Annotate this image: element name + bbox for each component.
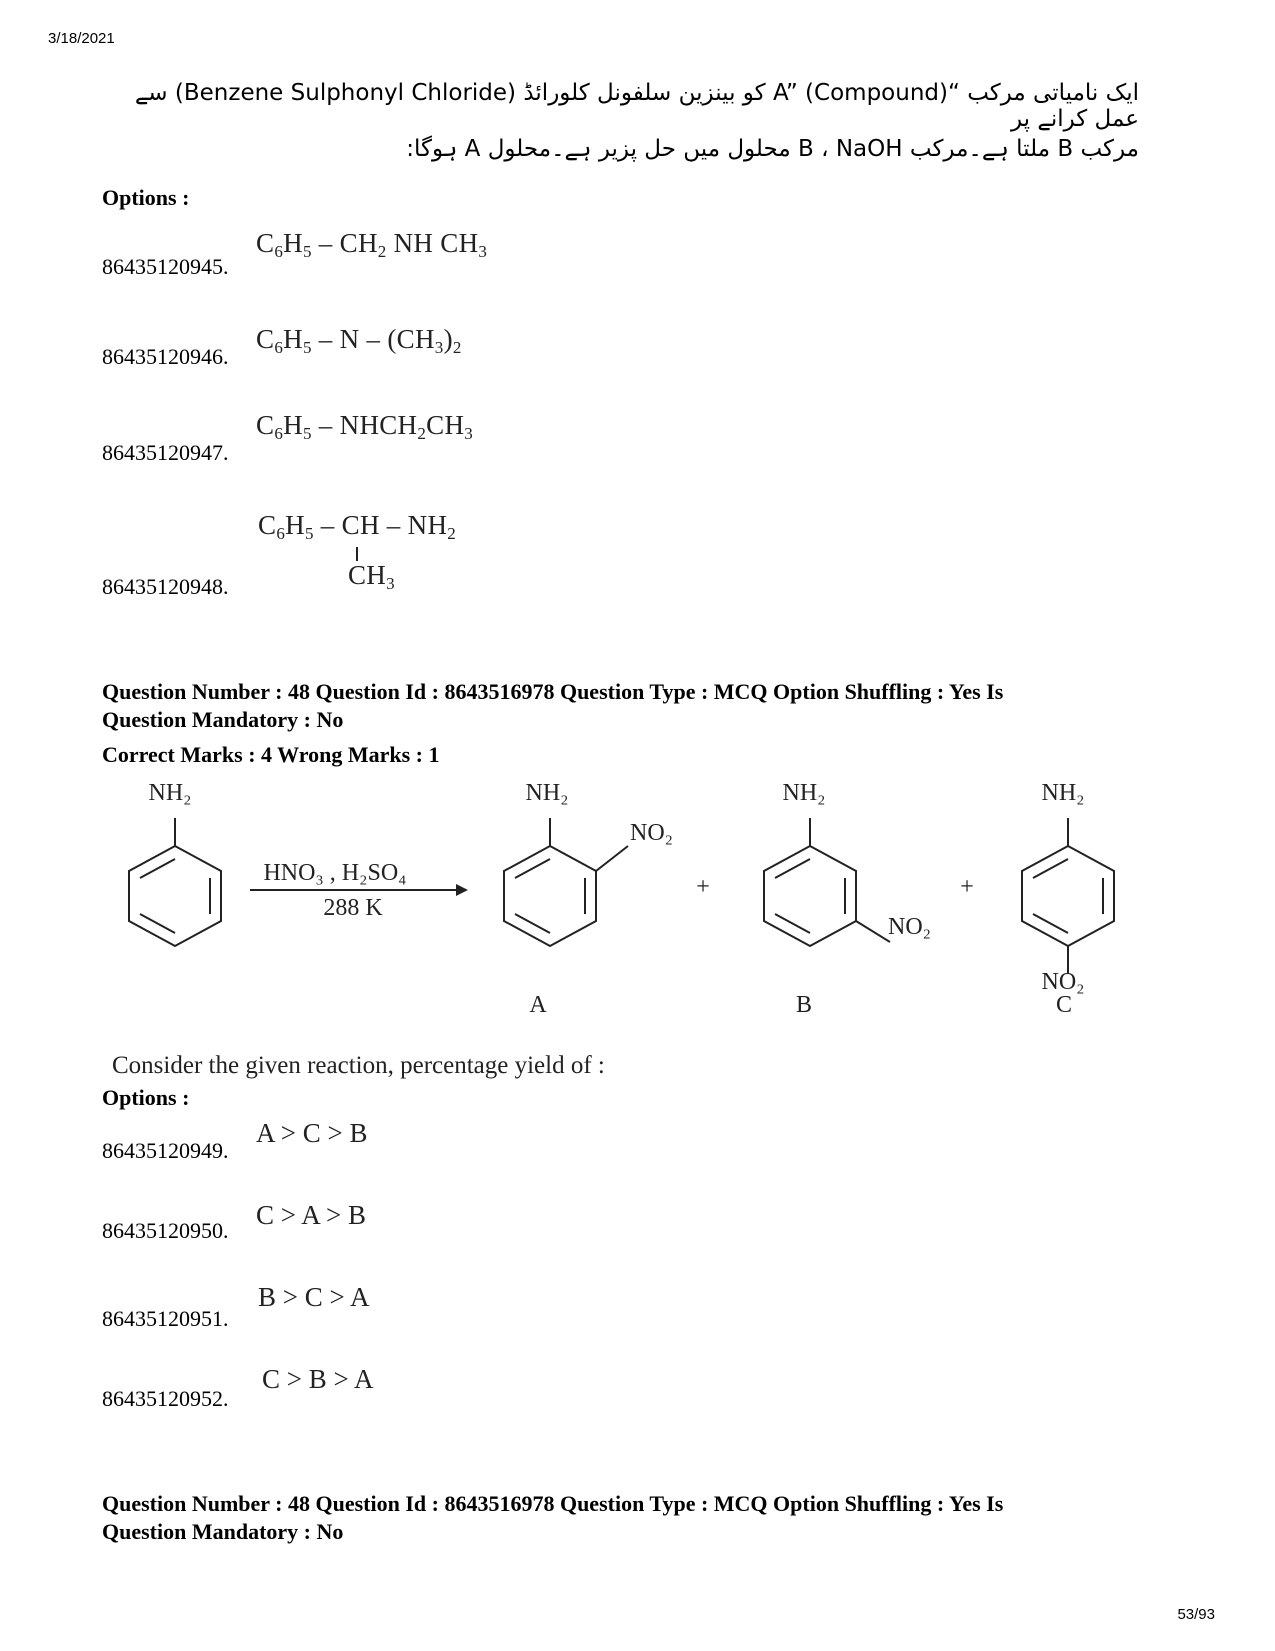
option-id-q48-1: 86435120949.	[102, 1138, 229, 1163]
question-header-line-2: Question Mandatory : No	[102, 707, 344, 732]
option-formula-4-branch: $CH_3$	[348, 560, 395, 593]
option-formula-3: $C_6H_5$ – $NHCH_2CH_3$	[256, 410, 474, 443]
option-id-q48-3: 86435120951.	[102, 1306, 229, 1331]
product-a-nh2-label: NH₂	[525, 780, 569, 806]
option-formula-1: $C_6H_5 - CH_2$ NH $CH_3$	[256, 228, 488, 261]
urdu-question-line-1: ایک نامیاتی مرکب “A” (Compound) کو بینزین سلفونل کلورائڈ (Benzene Sulphonyl Chloride) سے عمل کرانے پر	[134, 80, 1139, 132]
reagents-label: HNO₃ , H₂SO₄	[263, 860, 407, 886]
options-label-q48: Options :	[102, 1085, 190, 1110]
option-text-q48-3: B > C > A	[258, 1282, 370, 1312]
nitration-reaction-diagram	[0, 770, 1275, 1030]
question-header-line-1: Question Number : 48 Question Id : 8643516978 Question Type : MCQ Option Shuffling : Yes Is	[102, 679, 1004, 704]
reactant-nh2-label: NH₂	[148, 780, 192, 806]
option-formula-4-main: $C_6H_5$ – CH – $NH_2$	[258, 510, 457, 543]
options-label: Options :	[102, 185, 190, 210]
option-text-q48-4: C > B > A	[262, 1364, 374, 1394]
print-date: 3/18/2021	[48, 30, 115, 47]
option-id-4: 86435120948.	[102, 574, 229, 599]
option-text-q48-2: C > A > B	[256, 1200, 366, 1230]
product-label-a: A	[529, 992, 547, 1018]
product-b-ring	[764, 846, 856, 946]
aniline-benzene-ring	[129, 846, 221, 946]
product-a-no2-label: NO₂	[630, 820, 674, 846]
next-question-header-line-2: Question Mandatory : No	[102, 1519, 344, 1544]
urdu-question-line-2: مرکب B ملتا ہے۔مرکب B ، NaOH محلول میں حل پزیر ہے۔محلول A ہوگا:	[406, 136, 1139, 162]
plus-sign-2: +	[960, 874, 974, 900]
product-b-no2-label: NO₂	[888, 914, 932, 940]
product-c-no2-label: NO₂	[1041, 969, 1085, 995]
plus-sign-1: +	[696, 874, 710, 900]
next-question-header-line-1: Question Number : 48 Question Id : 8643516978 Question Type : MCQ Option Shuffling : Yes Is	[102, 1491, 1004, 1516]
option-id-q48-2: 86435120950.	[102, 1218, 229, 1243]
page-number: 53/93	[1177, 1606, 1215, 1623]
option-text-q48-1: A > C > B	[256, 1118, 368, 1148]
product-b-nh2-label: NH₂	[782, 780, 826, 806]
product-c-ring	[1022, 846, 1114, 946]
branch-bond	[356, 547, 358, 561]
temperature-label: 288 K	[323, 895, 383, 921]
option-id-q48-4: 86435120952.	[102, 1386, 229, 1411]
product-a-ring	[504, 846, 596, 946]
arrow-head	[456, 884, 468, 896]
option-formula-2: $C_6H_5$ – N – $(CH_3)_2$	[256, 324, 462, 357]
option-id-3: 86435120947.	[102, 440, 229, 465]
product-label-c: C	[1055, 992, 1073, 1018]
product-c-nh2-label: NH₂	[1041, 780, 1085, 806]
marks-line: Correct Marks : 4 Wrong Marks : 1	[102, 742, 440, 767]
option-id-2: 86435120946.	[102, 344, 229, 369]
option-id-1: 86435120945.	[102, 254, 229, 279]
question-text: Consider the given reaction, percentage yield of :	[112, 1052, 605, 1079]
product-label-b: B	[795, 992, 813, 1018]
